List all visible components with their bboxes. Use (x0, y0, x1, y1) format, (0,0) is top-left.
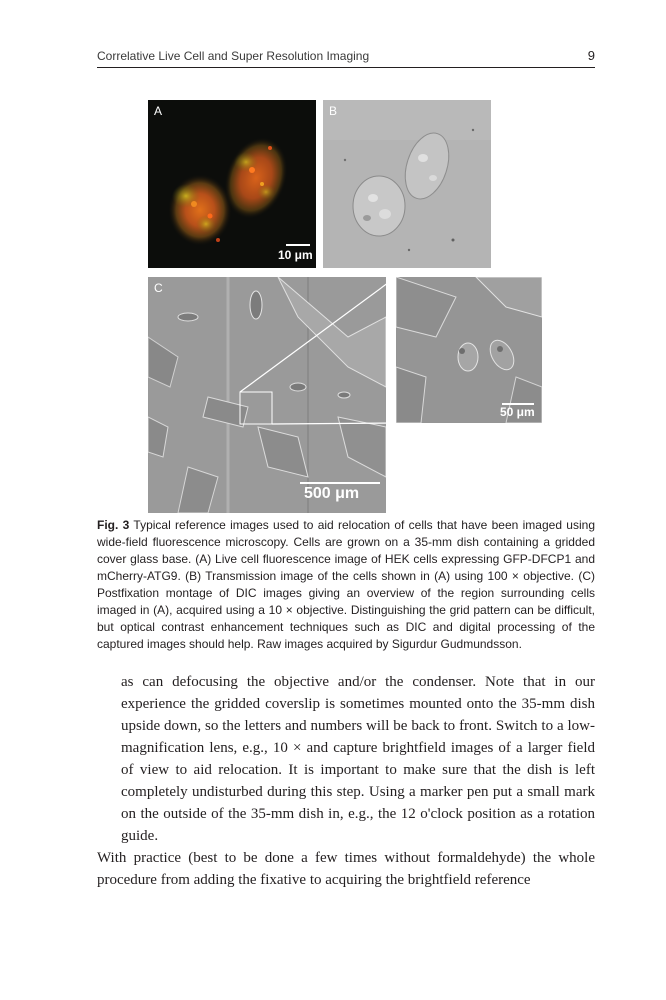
transmission-image (323, 100, 491, 268)
panel-letter-c: C (154, 281, 163, 295)
figure-panel-b (323, 100, 491, 268)
body-text (97, 671, 595, 891)
running-head (97, 49, 595, 68)
dic-montage-image (148, 277, 386, 513)
scale-bar-a (286, 244, 310, 246)
caption-text: Typical reference images used to aid relocation of cells that have been imaged using wide-field fluorescence microscopy. Cells are grown on a 35-mm dish containing a gridded cover glass base. (A) Live cell fluorescence image of HEK cells expressing GFP-DFCP1 and mCherry-ATG9. (B) Transmission image of the cells shown in (A) using 100 × objective. (C) Postfixation montage of DIC images giving an overview of the region surrounding cells imaged in (A), acquired using a 10 × objective. Distinguishing the grid pattern can be difficult, but optical contrast enhancement techniques such as DIC and digital processing of the captured images should help. Raw images acquired by Sigurdur Gudmundsson. (97, 518, 595, 651)
figure-panel-a (148, 100, 316, 268)
running-title: Correlative Live Cell and Super Resolution Imaging (97, 49, 370, 63)
scale-label-inset: 50 μm (500, 405, 535, 419)
scale-bar-c (300, 482, 380, 484)
figure-label: Fig. 3 (97, 518, 130, 532)
paragraph: With practice (best to be done a few times without formaldehyde) the whole procedure from adding the fixative to acquiring the brightfield reference (97, 850, 595, 888)
figure-panel-c-inset (396, 277, 542, 423)
panel-letter-b: B (329, 104, 338, 118)
scale-label-a: 10 μm (278, 248, 313, 262)
dic-inset-image (396, 277, 542, 423)
figure-caption (97, 517, 595, 653)
panel-letter-a: A (154, 104, 163, 118)
scale-label-c: 500 μm (304, 485, 360, 502)
indented-paragraph: as can defocusing the objective and/or the condenser. Note that in our experience the gridded coverslip is sometimes mounted onto the 35-mm dish upside down, so the letters and numbers will be back to front. Switch to a low-magnification lens, e.g., 10 × and capture brightfield images of a larger field of view to aid relocation. It is important to make sure that the dish is left completely undisturbed during this step. Using a marker pen put a small mark on the outside of the 35-mm dish in, e.g., the 12 o'clock position as a rotation guide. (121, 674, 595, 844)
figure-panel-c (148, 277, 386, 513)
page-number: 9 (587, 48, 595, 63)
fluorescence-image (148, 100, 316, 268)
